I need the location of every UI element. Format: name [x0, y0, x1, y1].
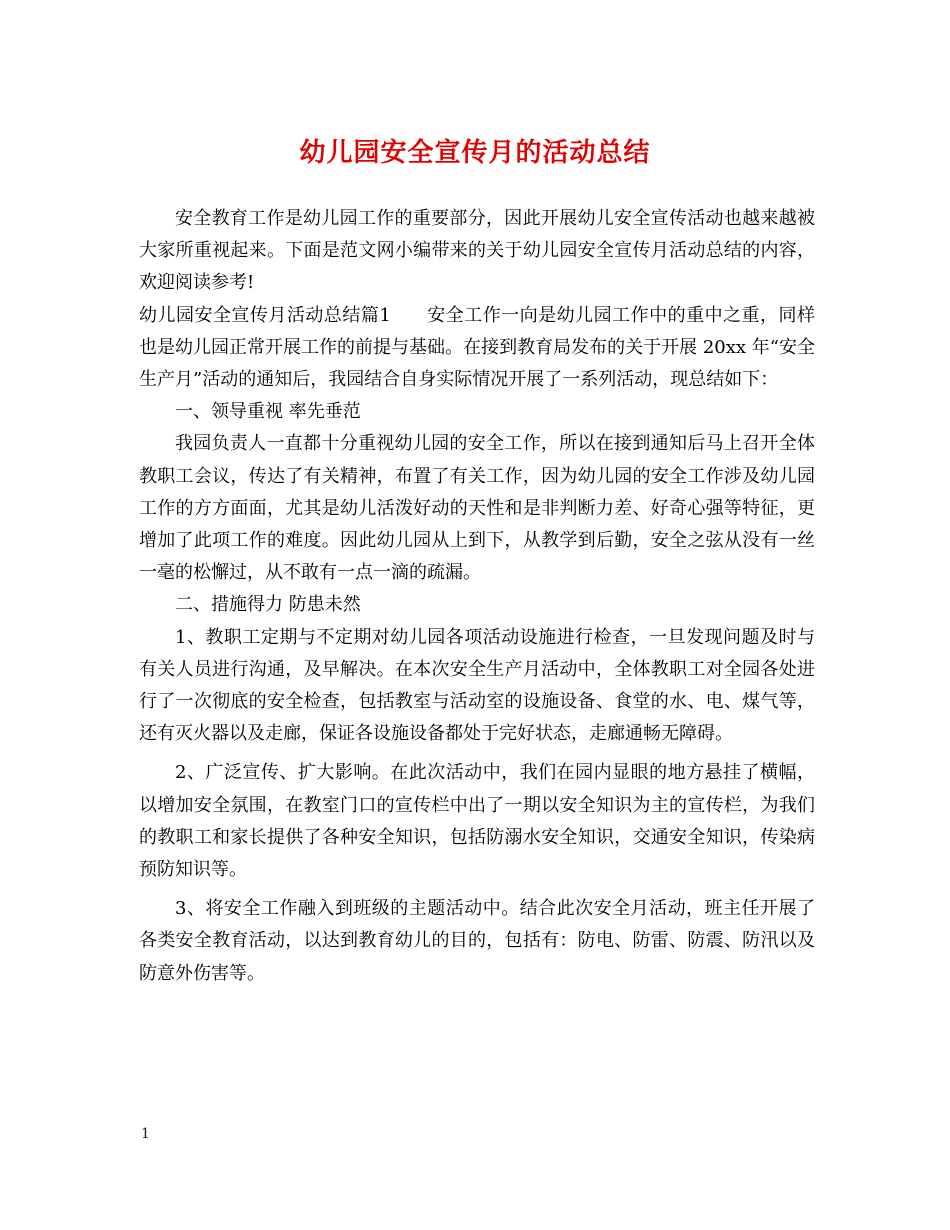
- item-3-paragraph: 3、将安全工作融入到班级的主题活动中。结合此次安全月活动，班主任开展了各类安全教育活动，以达到教育幼儿的目的，包括有：防电、防雷、防震、防汛以及防意外伤害等。: [139, 898, 815, 984]
- item-2-paragraph: 2、广泛宣传、扩大影响。在此次活动中，我们在园内显眼的地方悬挂了横幅，以增加安全氛围，在教室门口的宣传栏中出了一期以安全知识为主的宣传栏，为我们的教职工和家长提供了各种安全知识，包括防溺水安全知识，交通安全知识，传染病预防知识等。: [139, 762, 815, 881]
- document-body: [139, 203, 815, 990]
- document-title: 幼儿园安全宣传月的活动总结: [299, 138, 651, 168]
- section1-body: 我园负责人一直都十分重视幼儿园的安全工作，所以在接到通知后马上召开全体教职工会议，传达了有关精神，布置了有关工作，因为幼儿园的安全工作涉及幼儿园工作的方方面面，尤其是幼儿活泼好动的天性和是非判断力差、好奇心强等特征，更增加了此项工作的难度。因此幼儿园从上到下，从教学到后勤，安全之弦从没有一丝一毫的松懈过，从不敢有一点一滴的疏漏。: [139, 433, 815, 584]
- intro-paragraph: 安全教育工作是幼儿园工作的重要部分，因此开展幼儿安全宣传活动也越来越被大家所重视起来。下面是范文网小编带来的关于幼儿园安全宣传月活动总结的内容，欢迎阅读参考!: [139, 208, 815, 294]
- page-number: 1: [141, 1126, 150, 1142]
- section1-heading: 一、领导重视 率先垂范: [175, 401, 361, 423]
- section2-heading: 二、措施得力 防患未然: [175, 594, 361, 616]
- article-heading: 幼儿园安全宣传月活动总结篇1: [139, 304, 391, 326]
- article-lead-text: 安全工作一向是幼儿园工作中的重中之重，同样也是幼儿园正常开展工作的前提与基础。在接到教育局发布的关于开展 20xx 年“安全生产月”活动的通知后，我园结合自身实际情况开展了一系列活动，现总结如下：: [139, 304, 815, 391]
- article-lead-paragraph: [139, 300, 815, 397]
- item-1-paragraph: 1、教职工定期与不定期对幼儿园各项活动设施进行检查，一旦发现问题及时与有关人员进行沟通，及早解决。在本次安全生产月活动中，全体教职工对全园各处进行了一次彻底的安全检查，包括教室与活动室的设施设备、食堂的水、电、煤气等，还有灭火器以及走廊，保证各设施设备都处于完好状态，走廊通畅无障碍。: [139, 626, 815, 745]
